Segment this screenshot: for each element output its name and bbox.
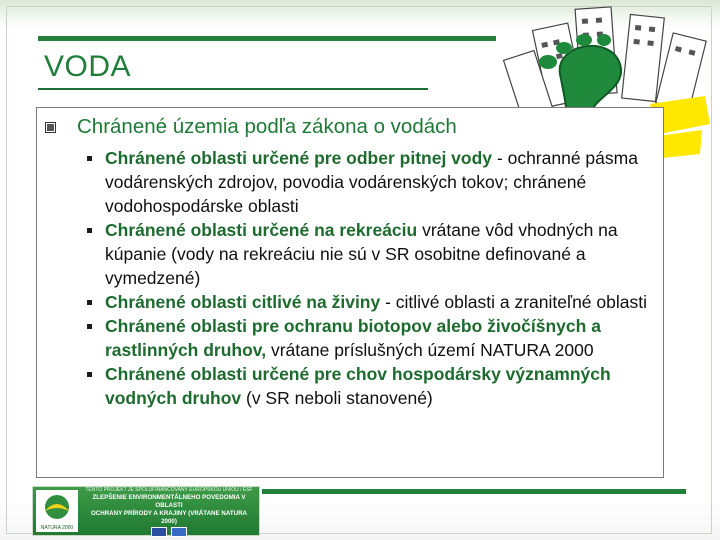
item-bold-text: Chránené oblasti určené na rekreáciu bbox=[105, 220, 418, 240]
footer-flags bbox=[83, 527, 255, 537]
footer-line-2: OCHRANY PRÍRODY A KRAJINY (VRÁTANE NATURA 2000) bbox=[90, 509, 248, 525]
list-item bbox=[57, 362, 661, 410]
bullet-icon bbox=[57, 146, 105, 170]
item-text: - citlivé oblasti a zraniteľné oblasti bbox=[380, 292, 647, 312]
footer-banner bbox=[32, 486, 260, 536]
item-bold-text: Chránené oblasti určené pre chov hospodársky významných vodných druhov bbox=[105, 364, 611, 408]
bullet-icon bbox=[57, 290, 105, 314]
bullet-list bbox=[57, 146, 661, 410]
list-item bbox=[57, 290, 661, 314]
title-underline bbox=[38, 88, 428, 90]
eu-flag-icon bbox=[151, 527, 167, 537]
list-item bbox=[57, 314, 661, 362]
item-text: vrátane príslušných území NATURA 2000 bbox=[266, 340, 594, 360]
list-item bbox=[57, 146, 661, 218]
item-text: (v SR neboli stanovené) bbox=[241, 388, 433, 408]
item-bold-text: Chránené oblasti citlivé na živiny bbox=[105, 292, 381, 312]
footer-accent-line bbox=[262, 489, 686, 494]
top-accent-line bbox=[38, 36, 496, 41]
item-bold-text: Chránené oblasti pre ochranu biotopov alebo živočíšnych a rastlinných druhov, bbox=[105, 316, 601, 360]
bullet-icon bbox=[57, 314, 105, 338]
footer-text bbox=[79, 484, 259, 539]
footer-small-text: TENTO PROJEKT JE SPOLUFINANCOVANÝ EURÓPSKOU ÚNIOU / ESF bbox=[85, 486, 253, 493]
item-text: - ochranné pásma vodárenských zdrojov, povodia vodárenských tokov; chránené vodohospodárske oblasti bbox=[105, 148, 638, 216]
list-item bbox=[57, 218, 661, 290]
slide-title: VODA bbox=[44, 50, 132, 83]
logo-caption: NATURA 2000 bbox=[40, 525, 74, 531]
item-bold-text: Chránené oblasti určené pre odber pitnej vody bbox=[105, 148, 493, 168]
heading-row bbox=[45, 114, 457, 140]
bullet-icon bbox=[57, 362, 105, 386]
bullet-icon bbox=[57, 218, 105, 242]
esf-flag-icon bbox=[171, 527, 187, 537]
content-box bbox=[36, 107, 664, 478]
square-bullet-icon bbox=[45, 114, 57, 140]
natura-2000-logo-icon bbox=[35, 489, 79, 533]
footer-line-1: ZLEPŠENIE ENVIRONMENTÁLNEHO POVEDOMIA V OBLASTI bbox=[92, 493, 246, 509]
item-text: vrátane vôd vhodných na kúpanie (vody na rekreáciu nie sú v SR osobitne definované a vymedzené) bbox=[105, 220, 618, 288]
section-heading: Chránené územia podľa zákona o vodách bbox=[77, 115, 457, 138]
